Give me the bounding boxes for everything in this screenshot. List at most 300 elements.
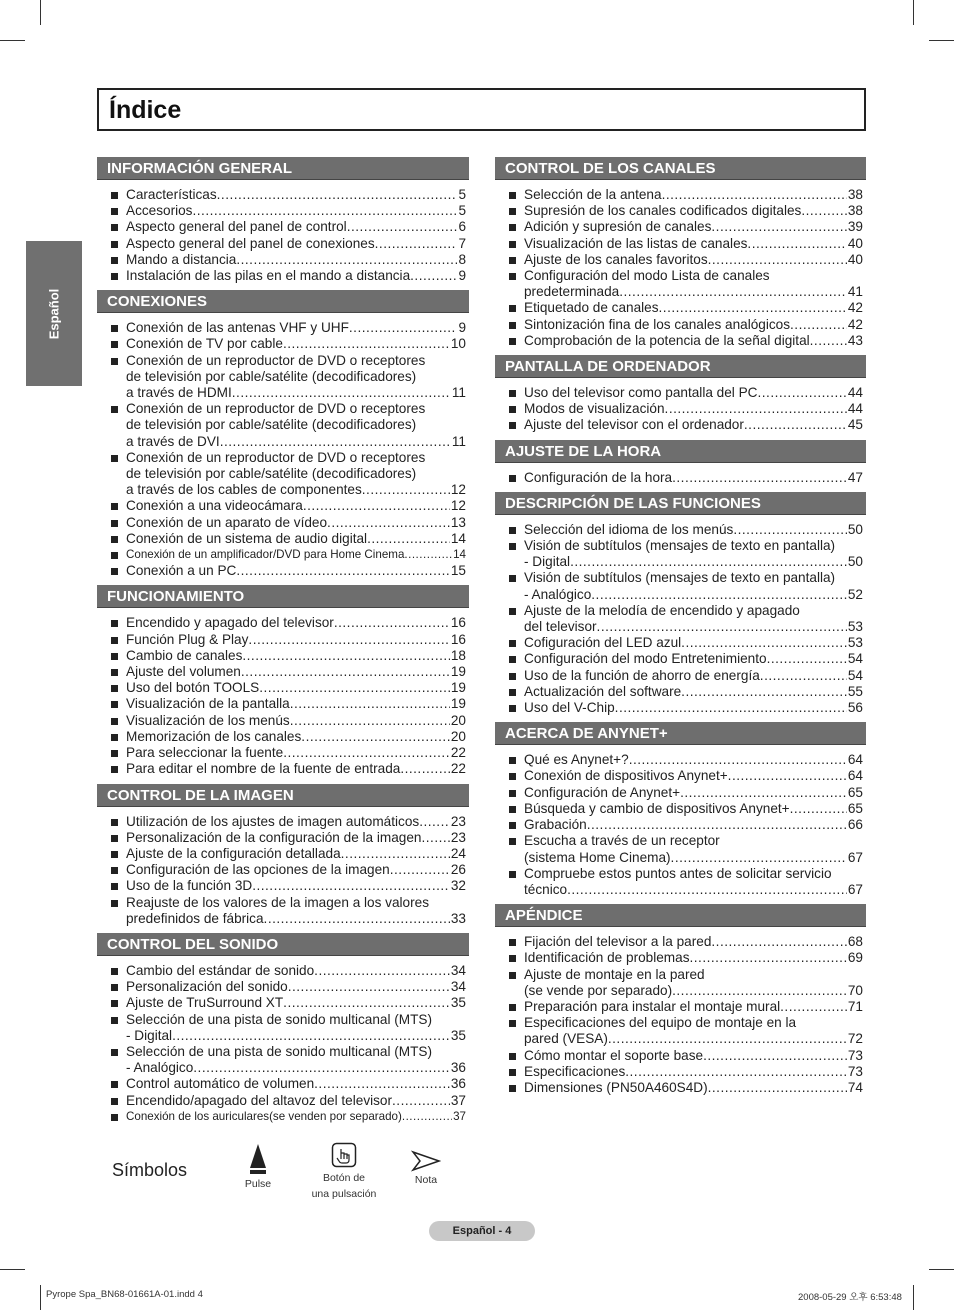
square-bullet-icon bbox=[111, 208, 118, 215]
toc-entry[interactable] bbox=[495, 1064, 866, 1080]
right-column bbox=[495, 157, 866, 1102]
toc-page-number: 73 bbox=[847, 1063, 863, 1079]
toc-page-number: 16 bbox=[450, 615, 466, 631]
square-bullet-icon bbox=[509, 689, 516, 696]
toc-entry[interactable] bbox=[97, 729, 469, 745]
toc-entry-text: Visión de subtítulos (mensajes de texto en pantalla) bbox=[524, 538, 836, 554]
dot-leader bbox=[220, 434, 451, 450]
toc-page-number: 40 bbox=[847, 235, 863, 251]
pulse-symbol bbox=[238, 1142, 278, 1192]
dot-leader bbox=[288, 979, 450, 995]
toc-entry-text: Cambio de canales bbox=[126, 647, 243, 663]
dot-leader bbox=[367, 531, 450, 547]
toc-section bbox=[495, 440, 866, 486]
dot-leader bbox=[404, 547, 452, 563]
toc-entry-text: Reajuste de los valores de la imagen a los valores bbox=[126, 894, 430, 910]
square-bullet-icon bbox=[111, 1049, 118, 1056]
dot-leader bbox=[810, 333, 847, 349]
dot-leader bbox=[390, 862, 450, 878]
toc-entry-text: Selección del idioma de los menús bbox=[524, 521, 734, 537]
dot-leader bbox=[744, 417, 847, 433]
toc-entry-text: pared (VESA) bbox=[524, 1031, 608, 1047]
note-arrow-icon bbox=[411, 1150, 441, 1172]
toc-entry[interactable] bbox=[97, 1093, 469, 1109]
square-bullet-icon bbox=[111, 669, 118, 676]
toc-page-number: 5 bbox=[458, 203, 466, 219]
toc-entry[interactable] bbox=[97, 203, 469, 219]
square-bullet-icon bbox=[509, 656, 516, 663]
crop-mark bbox=[929, 40, 954, 41]
toc-entry-text: Instalación de las pilas en el mando a distancia bbox=[126, 268, 411, 284]
dot-leader bbox=[780, 999, 847, 1015]
dot-leader bbox=[708, 252, 847, 268]
toc-entry-text: Personalización del sonido bbox=[126, 979, 288, 995]
toc-entry[interactable] bbox=[495, 833, 866, 865]
toc-entry[interactable] bbox=[97, 401, 469, 450]
square-bullet-icon bbox=[509, 1085, 516, 1092]
square-bullet-icon bbox=[509, 543, 516, 550]
toc-entry[interactable] bbox=[97, 963, 469, 979]
toc-entry[interactable] bbox=[97, 1109, 469, 1125]
section-heading: CONTROL DE LA IMAGEN bbox=[97, 784, 469, 807]
toc-page-number: 5 bbox=[458, 187, 466, 202]
square-bullet-icon bbox=[509, 608, 516, 615]
toc-entry[interactable] bbox=[495, 401, 866, 417]
toc-page-number: 24 bbox=[450, 845, 466, 861]
square-bullet-icon bbox=[111, 192, 118, 199]
toc-page-number: 38 bbox=[847, 187, 863, 202]
toc-entry[interactable] bbox=[97, 664, 469, 680]
toc-entry-text: Uso del televisor como pantalla del PC bbox=[524, 385, 758, 401]
dot-leader bbox=[283, 995, 450, 1011]
toc-entry[interactable] bbox=[495, 522, 866, 538]
toc-entry-text: Ajuste de la configuración detallada bbox=[126, 845, 341, 861]
dot-leader bbox=[314, 1076, 450, 1092]
toc-page-number: 12 bbox=[450, 498, 466, 514]
toc-page-number: 53 bbox=[847, 635, 863, 651]
toc-entry[interactable] bbox=[495, 385, 866, 401]
toc-entry[interactable] bbox=[97, 498, 469, 514]
dot-leader bbox=[711, 934, 846, 950]
one-touch-label-line2: una pulsación bbox=[311, 1188, 377, 1200]
toc-entry-text: Configuración del modo Lista de canales bbox=[524, 268, 770, 284]
toc-entry[interactable] bbox=[495, 817, 866, 833]
toc-page-number: 34 bbox=[450, 979, 466, 995]
square-bullet-icon bbox=[111, 520, 118, 527]
dot-leader bbox=[327, 515, 450, 531]
toc-entry[interactable] bbox=[97, 320, 469, 336]
toc-page-number: 65 bbox=[847, 800, 863, 816]
toc-entry-text: Encendido/apagado del altavoz del televisor bbox=[126, 1092, 393, 1108]
dot-leader bbox=[733, 522, 847, 538]
toc-entry-text: Aspecto general del panel de control bbox=[126, 219, 347, 235]
square-bullet-icon bbox=[509, 705, 516, 712]
toc-section bbox=[495, 355, 866, 434]
toc-page-number: 65 bbox=[847, 784, 863, 800]
toc-entry[interactable] bbox=[495, 635, 866, 651]
toc-page-number: 20 bbox=[450, 712, 466, 728]
toc-entry[interactable] bbox=[495, 603, 866, 635]
dot-leader bbox=[711, 219, 846, 235]
toc-entry[interactable] bbox=[97, 268, 469, 284]
one-touch-button-icon bbox=[331, 1142, 357, 1170]
toc-section bbox=[495, 492, 866, 716]
toc-entry-text: Cofiguración del LED azul bbox=[524, 635, 682, 651]
square-bullet-icon bbox=[509, 273, 516, 280]
toc-entry-text: predeterminada bbox=[524, 284, 620, 300]
toc-page-number: 40 bbox=[847, 251, 863, 267]
toc-entry-text: Para editar el nombre de la fuente de entrada bbox=[126, 761, 401, 777]
toc-entry[interactable] bbox=[495, 203, 866, 219]
square-bullet-icon bbox=[509, 322, 516, 329]
section-heading: DESCRIPCIÓN DE LAS FUNCIONES bbox=[495, 492, 866, 515]
square-bullet-icon bbox=[111, 685, 118, 692]
section-heading: APÉNDICE bbox=[495, 904, 866, 927]
toc-page-number: 68 bbox=[847, 934, 863, 950]
toc-page-number: 19 bbox=[450, 696, 466, 712]
toc-entry[interactable] bbox=[495, 417, 866, 433]
toc-entry[interactable] bbox=[495, 768, 866, 784]
toc-entry-text: Especificaciones bbox=[524, 1063, 626, 1079]
toc-page-number: 22 bbox=[450, 745, 466, 761]
toc-entry[interactable] bbox=[495, 1048, 866, 1064]
toc-entry[interactable] bbox=[495, 252, 866, 268]
toc-entry-text: Sintonización fina de los canales analógicos bbox=[524, 316, 791, 332]
dot-leader bbox=[790, 801, 847, 817]
toc-entry-text: Preparación para instalar el montaje mural bbox=[524, 998, 781, 1014]
square-bullet-icon bbox=[111, 503, 118, 510]
toc-entry-text: Selección de una pista de sonido multicanal (MTS) bbox=[126, 1011, 433, 1027]
toc-entry[interactable] bbox=[97, 995, 469, 1011]
toc-entry[interactable] bbox=[97, 336, 469, 352]
toc-entry[interactable] bbox=[495, 999, 866, 1015]
square-bullet-icon bbox=[509, 673, 516, 680]
toc-entry[interactable] bbox=[495, 219, 866, 235]
toc-page-number: 69 bbox=[847, 950, 863, 966]
toc-entry[interactable] bbox=[97, 830, 469, 846]
dot-leader bbox=[248, 632, 449, 648]
dot-leader bbox=[303, 498, 450, 514]
toc-entry-text: Conexión de un sistema de audio digital bbox=[126, 530, 368, 546]
dot-leader bbox=[290, 696, 450, 712]
square-bullet-icon bbox=[111, 851, 118, 858]
toc-entry-text: Ajuste de los canales favoritos bbox=[524, 251, 708, 267]
toc-entry-text: Configuración del modo Entretenimiento bbox=[524, 651, 767, 667]
toc-entry[interactable] bbox=[97, 252, 469, 268]
toc-page-number: 56 bbox=[847, 700, 863, 716]
toc-page-number: 11 bbox=[451, 433, 466, 449]
toc-page-number: 66 bbox=[847, 817, 863, 833]
square-bullet-icon bbox=[111, 341, 118, 348]
dot-leader bbox=[801, 203, 847, 219]
toc-page-number: 70 bbox=[847, 982, 863, 998]
toc-entry-text: a través de los cables de componentes bbox=[126, 482, 362, 498]
toc-entry[interactable] bbox=[495, 785, 866, 801]
toc-entry-text: Conexión a una videocámara bbox=[126, 498, 303, 514]
square-bullet-icon bbox=[111, 835, 118, 842]
toc-entry-text: Conexión de los auriculares(se venden por separado) bbox=[126, 1109, 402, 1123]
toc-entry-text: Visualización de la pantalla bbox=[126, 696, 290, 712]
toc-entry[interactable] bbox=[97, 713, 469, 729]
toc-entry[interactable] bbox=[495, 950, 866, 966]
dot-leader bbox=[236, 252, 457, 268]
dot-leader bbox=[665, 401, 847, 417]
square-bullet-icon bbox=[111, 637, 118, 644]
toc-entry[interactable] bbox=[97, 547, 469, 563]
dot-leader bbox=[402, 1109, 452, 1125]
dot-leader bbox=[597, 619, 847, 635]
toc-entry[interactable] bbox=[97, 878, 469, 894]
toc-entry[interactable] bbox=[495, 684, 866, 700]
toc-entry[interactable] bbox=[495, 752, 866, 768]
toc-page-number: 42 bbox=[847, 300, 863, 316]
dot-leader bbox=[421, 830, 449, 846]
toc-page-number: 44 bbox=[847, 385, 863, 401]
square-bullet-icon bbox=[111, 653, 118, 660]
toc-page-number: 72 bbox=[847, 1031, 863, 1047]
toc-entry[interactable] bbox=[495, 700, 866, 716]
toc-entry[interactable] bbox=[97, 862, 469, 878]
toc-entry-text: (se vende por separado) bbox=[524, 982, 673, 998]
symbols-legend bbox=[112, 1146, 512, 1216]
dot-leader bbox=[681, 635, 847, 651]
footer-file-info: Pyrope Spa_BN68-01661A-01.indd 4 bbox=[46, 1289, 203, 1300]
dot-leader bbox=[259, 680, 450, 696]
square-bullet-icon bbox=[111, 1017, 118, 1024]
toc-page-number: 14 bbox=[450, 530, 466, 546]
toc-entry[interactable] bbox=[495, 333, 866, 349]
dot-leader bbox=[591, 587, 847, 603]
toc-page-number: 32 bbox=[450, 878, 466, 894]
toc-page-number: 53 bbox=[847, 619, 863, 635]
square-bullet-icon bbox=[111, 819, 118, 826]
square-bullet-icon bbox=[111, 766, 118, 773]
toc-entry[interactable] bbox=[97, 846, 469, 862]
toc-entry-text: Ajuste del televisor con el ordenador bbox=[524, 417, 744, 433]
toc-entry[interactable] bbox=[495, 236, 866, 252]
square-bullet-icon bbox=[509, 822, 516, 829]
toc-entry[interactable] bbox=[97, 745, 469, 761]
square-bullet-icon bbox=[111, 734, 118, 741]
square-bullet-icon bbox=[509, 1053, 516, 1060]
toc-page-number: 50 bbox=[847, 554, 863, 570]
toc-entry-text: Configuración de las opciones de la imagen bbox=[126, 862, 390, 878]
toc-entry[interactable] bbox=[97, 680, 469, 696]
toc-page-number: 36 bbox=[450, 1076, 466, 1092]
toc-entry[interactable] bbox=[97, 615, 469, 631]
toc-entry-text: Ajuste de la melodía de encendido y apagado bbox=[524, 602, 800, 618]
dot-leader bbox=[236, 563, 450, 579]
crop-mark bbox=[913, 0, 914, 25]
toc-entry[interactable] bbox=[97, 979, 469, 995]
toc-entry[interactable] bbox=[97, 895, 469, 927]
toc-page-number: 26 bbox=[450, 862, 466, 878]
dot-leader bbox=[728, 768, 847, 784]
toc-page-number: 47 bbox=[847, 469, 863, 485]
toc-entry-text: Ajuste de TruSurround XT bbox=[126, 995, 284, 1011]
dot-leader bbox=[334, 615, 450, 631]
crop-mark bbox=[929, 1269, 954, 1270]
toc-entry[interactable] bbox=[495, 967, 866, 999]
toc-entry-text: Ajuste del volumen bbox=[126, 664, 241, 680]
toc-entry[interactable] bbox=[97, 1076, 469, 1092]
square-bullet-icon bbox=[111, 867, 118, 874]
section-heading: INFORMACIÓN GENERAL bbox=[97, 157, 469, 180]
toc-entry[interactable] bbox=[495, 300, 866, 316]
dot-leader bbox=[314, 963, 450, 979]
square-bullet-icon bbox=[509, 224, 516, 231]
toc-entry[interactable] bbox=[97, 648, 469, 664]
dot-leader bbox=[264, 911, 450, 927]
toc-entry[interactable] bbox=[97, 563, 469, 579]
toc-entry[interactable] bbox=[495, 1080, 866, 1096]
crop-mark bbox=[913, 1285, 914, 1310]
toc-entry-text: Cambio del estándar de sonido bbox=[126, 962, 315, 978]
section-heading: CONTROL DE LOS CANALES bbox=[495, 157, 866, 180]
toc-entry[interactable] bbox=[495, 268, 866, 300]
toc-entry-text: Aspecto general del panel de conexiones bbox=[126, 235, 375, 251]
toc-section bbox=[97, 585, 469, 777]
dot-leader bbox=[301, 729, 450, 745]
toc-entry[interactable] bbox=[97, 696, 469, 712]
toc-page-number: 33 bbox=[450, 910, 466, 926]
square-bullet-icon bbox=[111, 968, 118, 975]
toc-entry[interactable] bbox=[97, 814, 469, 830]
toc-entry[interactable] bbox=[97, 632, 469, 648]
toc-page-number: 35 bbox=[450, 995, 466, 1011]
one-touch-label-line1: Botón de bbox=[322, 1172, 366, 1184]
toc-page-number: 20 bbox=[450, 728, 466, 744]
press-arrow-icon bbox=[247, 1142, 269, 1176]
toc-entry[interactable] bbox=[495, 187, 866, 203]
note-symbol bbox=[406, 1150, 446, 1188]
toc-entry[interactable] bbox=[97, 531, 469, 547]
dot-leader bbox=[347, 219, 458, 235]
dot-leader bbox=[192, 203, 457, 219]
toc-entry[interactable] bbox=[97, 187, 469, 203]
toc-entry-text: Función Plug & Play bbox=[126, 631, 249, 647]
toc-entry[interactable] bbox=[97, 1012, 469, 1044]
toc-page-number: 41 bbox=[847, 284, 863, 300]
square-bullet-icon bbox=[509, 338, 516, 345]
square-bullet-icon bbox=[509, 527, 516, 534]
toc-entry[interactable] bbox=[495, 538, 866, 570]
square-bullet-icon bbox=[509, 757, 516, 764]
toc-entry[interactable] bbox=[97, 761, 469, 777]
crop-mark bbox=[40, 1285, 41, 1310]
toc-page-number: 34 bbox=[450, 962, 466, 978]
toc-entry-text: Conexión de un amplificador/DVD para Home Cinema bbox=[126, 548, 405, 562]
dot-leader bbox=[242, 648, 450, 664]
toc-entry-text: Uso de la función de ahorro de energía bbox=[524, 667, 760, 683]
toc-entry-text: Búsqueda y cambio de dispositivos Anynet+ bbox=[524, 800, 790, 816]
square-bullet-icon bbox=[111, 241, 118, 248]
toc-page-number: 42 bbox=[847, 316, 863, 332]
square-bullet-icon bbox=[111, 224, 118, 231]
square-bullet-icon bbox=[509, 1004, 516, 1011]
square-bullet-icon bbox=[111, 257, 118, 264]
toc-entry[interactable] bbox=[495, 668, 866, 684]
toc-page-number: 50 bbox=[847, 521, 863, 537]
square-bullet-icon bbox=[111, 984, 118, 991]
toc-entry[interactable] bbox=[97, 219, 469, 235]
toc-page-number: 22 bbox=[450, 761, 466, 777]
crop-mark bbox=[0, 40, 25, 41]
toc-entry[interactable] bbox=[495, 317, 866, 333]
dot-leader bbox=[747, 236, 846, 252]
toc-entry[interactable] bbox=[97, 450, 469, 499]
square-bullet-icon bbox=[111, 1098, 118, 1105]
toc-page-number: 14 bbox=[453, 548, 466, 562]
page-title: Índice bbox=[109, 96, 182, 124]
page-number-badge: Español - 4 bbox=[429, 1221, 535, 1241]
toc-entry-text: Accesorios bbox=[126, 203, 193, 219]
toc-section bbox=[97, 157, 469, 284]
square-bullet-icon bbox=[111, 552, 118, 559]
toc-page-number: 15 bbox=[450, 563, 466, 579]
dot-leader bbox=[619, 284, 847, 300]
dot-leader bbox=[680, 785, 847, 801]
square-bullet-icon bbox=[111, 620, 118, 627]
dot-leader bbox=[341, 846, 450, 862]
dot-leader bbox=[217, 187, 458, 203]
dot-leader bbox=[629, 752, 847, 768]
toc-entry[interactable] bbox=[495, 470, 866, 486]
toc-entry[interactable] bbox=[495, 801, 866, 817]
symbols-title: Símbolos bbox=[112, 1160, 188, 1180]
section-heading: CONEXIONES bbox=[97, 290, 469, 313]
toc-page-number: 67 bbox=[847, 881, 863, 897]
toc-entry-text: Especificaciones del equipo de montaje en la bbox=[524, 1015, 797, 1031]
toc-entry-text: Identificación de problemas bbox=[524, 950, 690, 966]
toc-page-number: 45 bbox=[847, 417, 863, 433]
square-bullet-icon bbox=[509, 257, 516, 264]
toc-page-number: 6 bbox=[458, 219, 466, 235]
toc-entry-text: Visualización de los menús bbox=[126, 712, 290, 728]
toc-page-number: 16 bbox=[450, 631, 466, 647]
toc-entry[interactable] bbox=[495, 866, 866, 898]
toc-entry[interactable] bbox=[495, 934, 866, 950]
toc-entry-text: Conexión de TV por cable bbox=[126, 336, 283, 352]
toc-entry[interactable] bbox=[495, 651, 866, 667]
toc-page-number: 44 bbox=[847, 401, 863, 417]
toc-entry-text: - Digital bbox=[524, 554, 571, 570]
section-heading: FUNCIONAMIENTO bbox=[97, 585, 469, 608]
toc-page-number: 64 bbox=[847, 768, 863, 784]
toc-entry[interactable] bbox=[97, 515, 469, 531]
dot-leader bbox=[567, 882, 847, 898]
toc-entry[interactable] bbox=[97, 1044, 469, 1076]
toc-entry-text: Modos de visualización bbox=[524, 401, 665, 417]
toc-entry[interactable] bbox=[97, 353, 469, 402]
dot-leader bbox=[690, 950, 847, 966]
toc-entry-text: - Analógico bbox=[126, 1060, 194, 1076]
dot-leader bbox=[625, 1064, 847, 1080]
square-bullet-icon bbox=[509, 806, 516, 813]
toc-entry-text: Fijación del televisor a la pared bbox=[524, 934, 712, 950]
toc-entry[interactable] bbox=[495, 1015, 866, 1047]
dot-leader bbox=[587, 817, 847, 833]
dot-leader bbox=[252, 878, 450, 894]
toc-entry[interactable] bbox=[97, 236, 469, 252]
toc-page-number: 71 bbox=[847, 998, 863, 1014]
toc-entry-text: Conexión de un aparato de vídeo bbox=[126, 514, 328, 530]
square-bullet-icon bbox=[509, 575, 516, 582]
toc-entry[interactable] bbox=[495, 570, 866, 602]
toc-entry-text: predefinidos de fábrica bbox=[126, 910, 264, 926]
section-heading: AJUSTE DE LA HORA bbox=[495, 440, 866, 463]
dot-leader bbox=[615, 700, 847, 716]
